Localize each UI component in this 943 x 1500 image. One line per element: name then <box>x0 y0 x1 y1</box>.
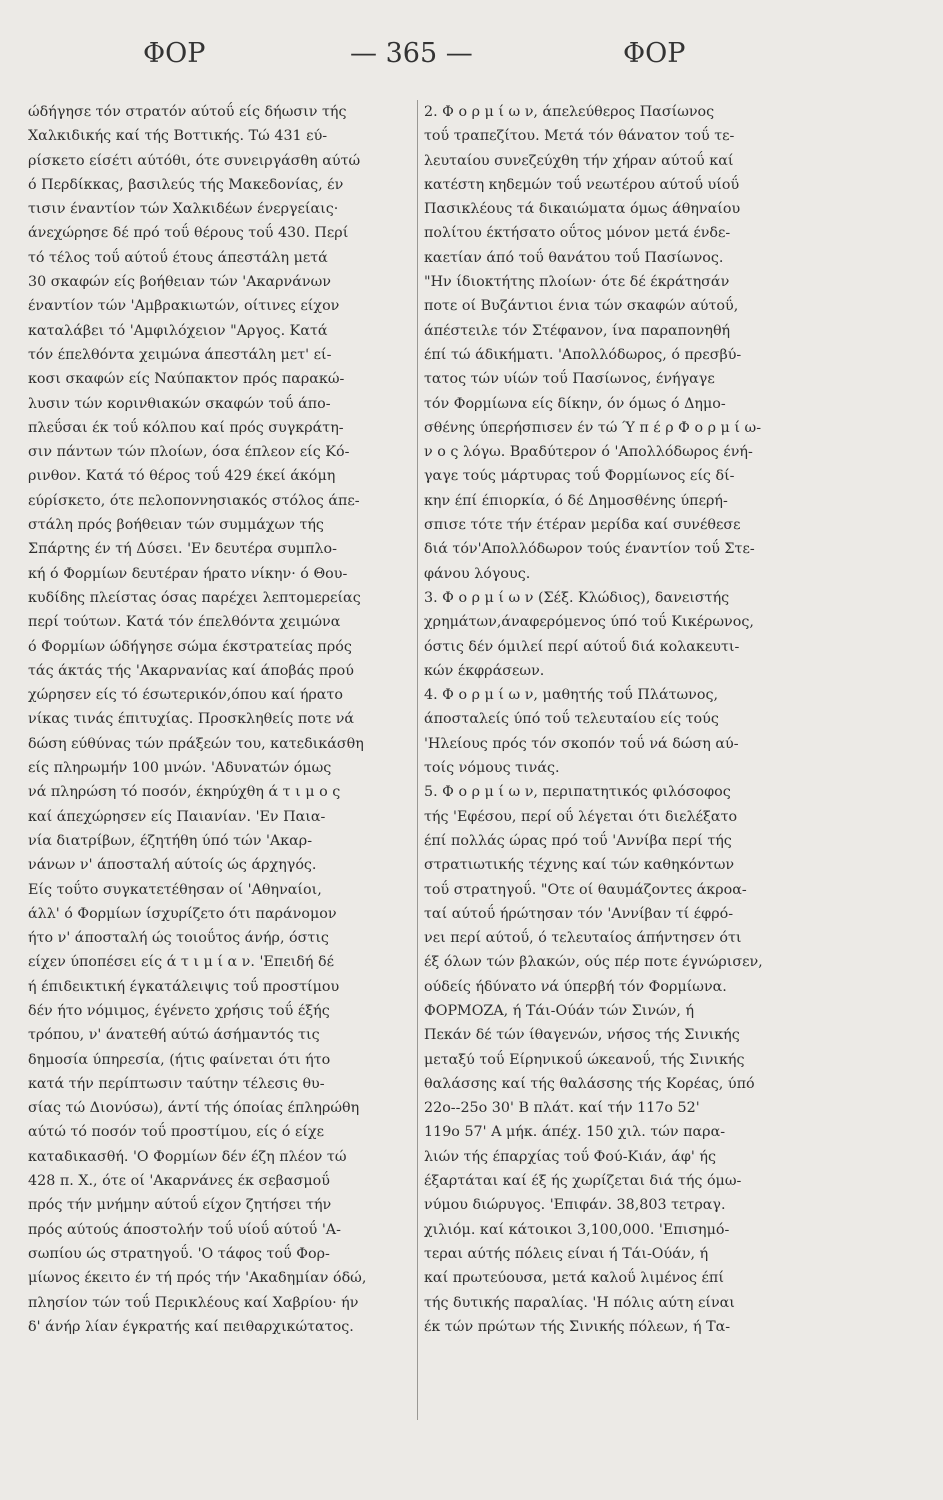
text-line: στρατιωτικής τέχνης καί τών καθηκόντων <box>424 857 735 874</box>
text-line: ποτε οί Βυζάντιοι ένια τών σκαφών αύτοΰ, <box>424 298 739 315</box>
text-line: μίωνος έκειτο έν τή πρός τήν 'Ακαδημίαν όδώ, <box>28 1270 367 1287</box>
text-line: καταδικασθή. 'Ο Φορμίων δέν έζη πλέον τώ <box>28 1148 347 1165</box>
text-line: εύρίσκετο, ότε πελοποννησιακός στόλος άπε- <box>28 492 360 509</box>
text-line: χρημάτων,άναφερόμενος ύπό τοΰ Κικέρωνος, <box>424 614 754 631</box>
text-line: έπί τώ άδικήματι. 'Απολλόδωρος, ό πρεσβύ- <box>424 346 742 363</box>
text-line: Χαλκιδικής καί τής Βοττικής. Τώ 431 εύ- <box>28 128 328 145</box>
text-line: 3. Φ ο ρ μ ί ω ν (Σέξ. Κλώδιος), δανειστής <box>424 589 730 606</box>
text-line: κατέστη κηδεμών τοΰ νεωτέρου αύτοΰ υίοΰ <box>424 176 740 193</box>
text-line: νύμου διώρυγος. 'Επιφάν. 38,803 τετραγ. <box>424 1197 726 1214</box>
text-line: νει περί αύτοΰ, ό τελευταίος άπήντησεν ότι <box>424 930 742 947</box>
column-divider <box>417 100 418 1420</box>
text-line: άνεχώρησε δέ πρό τοΰ θέρους τοΰ 430. Περί <box>28 225 349 242</box>
text-line: Πασικλέους τά δικαιώματα όμως άθηναίου <box>424 201 741 218</box>
text-line: ή έπιδεικτική έγκατάλειψις τοΰ προστίμου <box>28 978 340 995</box>
page-header <box>0 38 943 78</box>
text-line: έπί πολλάς ώρας πρό τοΰ 'Αννίβα περί τής <box>424 832 732 849</box>
text-line: θαλάσσης καί τής θαλάσσης τής Κορέας, ύπό <box>424 1075 755 1092</box>
text-line: Είς τοΰτο συγκατετέθησαν οί 'Αθηναίοι, <box>28 881 322 898</box>
text-line: στάλη πρός βοήθειαν τών συμμάχων τής <box>28 517 324 534</box>
text-line: λιών τής έπαρχίας τοΰ Φού-Κιάν, άφ' ής <box>424 1148 716 1165</box>
text-line: τοΰ τραπεζίτου. Μετά τόν θάνατον τοΰ τε- <box>424 128 735 145</box>
text-line: σθένης ύπερήσπισεν έν τώ Ύ π έ ρ Φ ο ρ μ ί ω- <box>424 419 762 436</box>
text-line: δ' άνήρ λίαν έγκρατής καί πειθαρχικώτατος. <box>28 1318 354 1335</box>
text-line: νάνων ν' άποσταλή αύτοίς ώς άρχηγός. <box>28 857 317 874</box>
text-line: ΦΟΡΜΟΖΑ, ή Τάι-Ούάν τών Σινών, ή <box>424 1002 695 1019</box>
text-line: 'Ηλείους πρός τόν σκοπόν τοΰ νά δώση αύ- <box>424 735 739 752</box>
text-line: κην έπί έπιορκία, ό δέ Δημοσθένης ύπερή- <box>424 492 728 509</box>
text-line: 30 σκαφών είς βοήθειαν τών 'Ακαρνάνων <box>28 274 331 291</box>
text-line: σωπίου ώς στρατηγοΰ. 'Ο τάφος τοΰ Φορ- <box>28 1245 330 1262</box>
text-line: γαγε τούς μάρτυρας τοΰ Φορμίωνος είς δί- <box>424 468 735 485</box>
right-text-column <box>424 100 819 1339</box>
left-text-column <box>28 100 413 1339</box>
text-line: καί άπεχώρησεν είς Παιανίαν. 'Εν Παια- <box>28 808 326 825</box>
text-line: πλεΰσαι έκ τοΰ κόλπου καί πρός συγκράτη- <box>28 419 344 436</box>
text-line: πλησίον τών τοΰ Περικλέους καί Χαβρίου· ήν <box>28 1294 359 1311</box>
text-line: τεραι αύτής πόλεις είναι ή Τάι-Ούάν, ή <box>424 1245 709 1262</box>
text-line: άπέστειλε τόν Στέφανον, ίνα παραπονηθή <box>424 322 731 339</box>
text-line: έκ τών πρώτων τής Σινικής πόλεων, ή Τα- <box>424 1318 731 1335</box>
text-line: τοίς νόμους τινάς. <box>424 760 560 777</box>
text-line: κοσι σκαφών είς Ναύπακτον πρός παρακώ- <box>28 371 345 388</box>
text-line: "Ην ίδιοκτήτης πλοίων· ότε δέ έκράτησάν <box>424 274 730 291</box>
text-line: έναντίον τών 'Αμβρακιωτών, οίτινες είχον <box>28 298 340 315</box>
text-line: λευταίου συνεζεύχθη τήν χήραν αύτοΰ καί <box>424 152 734 169</box>
text-line: καταλάβει τό 'Αμφιλόχειον "Αργος. Κατά <box>28 322 328 339</box>
text-line: ήτο ν' άποσταλή ώς τοιοΰτος άνήρ, όστις <box>28 930 329 947</box>
text-line: ό Φορμίων ώδήγησε σώμα έκστρατείας πρός <box>28 638 352 655</box>
text-line: φάνου λόγους. <box>424 565 531 582</box>
text-line: τόν έπελθόντα χειμώνα άπεστάλη μετ' εί- <box>28 346 332 363</box>
text-line: τατος τών υίών τοΰ Πασίωνος, ένήγαγε <box>424 371 715 388</box>
text-line: έξαρτάται καί έξ ής χωρίζεται διά τής όμω- <box>424 1173 742 1190</box>
text-line: είς πληρωμήν 100 μνών. 'Αδυνατών όμως <box>28 760 332 777</box>
text-line: σίας τώ Διονύσω), άντί τής όποίας έπληρώθη <box>28 1100 360 1117</box>
text-line: 2. Φ ο ρ μ ί ω ν, άπελεύθερος Πασίωνος <box>424 104 715 120</box>
text-line: δέν ήτο νόμιμος, έγένετο χρήσις τοΰ έξής <box>28 1002 330 1019</box>
text-line: κή ό Φορμίων δευτέραν ήρατο νίκην· ό Θου- <box>28 565 348 582</box>
text-line: ό Περδίκκας, βασιλεύς τής Μακεδονίας, έν <box>28 176 344 193</box>
page-number: — 365 — <box>350 38 473 69</box>
text-line: δώση εύθύνας τών πράξεών του, κατεδικάσθη <box>28 735 364 752</box>
text-line: νίκας τινάς έπιτυχίας. Προσκληθείς ποτε νά <box>28 711 355 728</box>
text-line: είχεν ύποπέσει είς ά τ ι μ ί α ν. 'Επειδή δέ <box>28 954 334 971</box>
text-line: αύτώ τό ποσόν τοΰ προστίμου, είς ό είχε <box>28 1124 325 1141</box>
text-line: σπισε τότε τήν έτέραν μερίδα καί συνέθεσε <box>424 517 741 534</box>
text-line: πολίτου έκτήσατο οΰτος μόνον μετά ένδε- <box>424 225 731 242</box>
text-line: χώρησεν είς τό έσωτερικόν,όπου καί ήρατο <box>28 687 343 704</box>
text-line: Πεκάν δέ τών ίθαγενών, νήσος τής Σινικής <box>424 1027 740 1044</box>
text-line: διά τόν'Απολλόδωρον τούς έναντίον τοΰ Στε- <box>424 541 755 558</box>
text-line: τισιν έναντίον τών Χαλκιδέων ένεργείαις· <box>28 201 339 218</box>
text-line: ν ο ς λόγω. Βραδύτερον ό 'Απολλόδωρος ένή- <box>424 444 753 461</box>
text-line: όστις δέν όμιλεί περί αύτοΰ διά κολακευτι- <box>424 638 740 655</box>
text-line: περί τούτων. Κατά τόν έπελθόντα χειμώνα <box>28 614 341 631</box>
text-line: 5. Φ ο ρ μ ί ω ν, περιπατητικός φιλόσοφος <box>424 784 731 801</box>
text-line: ούδείς ήδύνατο νά ύπερβή τόν Φορμίωνα. <box>424 978 727 995</box>
text-line: μεταξύ τοΰ Είρηνικοΰ ώκεανοΰ, τής Σινικής <box>424 1051 745 1068</box>
text-line: σιν πάντων τών πλοίων, όσα έπλεον είς Κό- <box>28 444 350 461</box>
text-line: τοΰ στρατηγοΰ. "Οτε οί θαυμάζοντες άκροα- <box>424 881 747 898</box>
text-line: 4. Φ ο ρ μ ί ω ν, μαθητής τοΰ Πλάτωνος, <box>424 687 719 704</box>
text-line: κατά τήν περίπτωσιν ταύτην τέλεσις θυ- <box>28 1075 325 1092</box>
text-line: τής δυτικής παραλίας. 'Η πόλις αύτη είναι <box>424 1294 735 1311</box>
text-line: άλλ' ό Φορμίων ίσχυρίζετο ότι παράνομον <box>28 905 337 922</box>
text-line: τάς άκτάς τής 'Ακαρνανίας καί άποβάς πρού <box>28 662 354 679</box>
text-line: λυσιν τών κορινθιακών σκαφών τοΰ άπο- <box>28 395 331 412</box>
text-line: καετίαν άπό τοΰ θανάτου τοΰ Πασίωνος. <box>424 249 724 266</box>
text-line: ρινθον. Κατά τό θέρος τοΰ 429 έκεί άκόμη <box>28 468 336 485</box>
text-line: κυδίδης πλείστας όσας παρέχει λεπτομερείας <box>28 589 361 606</box>
text-line: ταί αύτοΰ ήρώτησαν τόν 'Αννίβαν τί έφρό- <box>424 905 734 922</box>
text-line: πρός αύτούς άποστολήν τοΰ υίοΰ αύτοΰ 'Α- <box>28 1221 341 1238</box>
text-line: καί πρωτεύουσα, μετά καλοΰ λιμένος έπί <box>424 1270 724 1287</box>
text-line: τόν Φορμίωνα είς δίκην, όν όμως ό Δημο- <box>424 395 726 412</box>
text-line: νά πληρώση τό ποσόν, έκηρύχθη ά τ ι μ ο ς <box>28 784 341 801</box>
header-left-title: ΦΟΡ <box>143 38 206 69</box>
text-line: 428 π. Χ., ότε οί 'Ακαρνάνες έκ σεβασμοΰ <box>28 1173 330 1190</box>
text-line: τρόπου, ν' άνατεθή αύτώ άσήμαντός τις <box>28 1027 320 1044</box>
text-line: κών έκφράσεων. <box>424 662 545 679</box>
text-line: ρίσκετο είσέτι αύτόθι, ότε συνειργάσθη αύτώ <box>28 152 361 169</box>
text-line: 119ο 57' Α μήκ. άπέχ. 150 χιλ. τών παρα- <box>424 1124 726 1141</box>
text-line: ώδήγησε τόν στρατόν αύτοΰ είς δήωσιν τής <box>28 104 347 120</box>
text-line: έξ όλων τών βλακών, ούς πέρ ποτε έγνώρισεν, <box>424 954 763 971</box>
text-line: 22ο--25ο 30' Β πλάτ. καί τήν 117ο 52' <box>424 1100 700 1117</box>
text-line: Σπάρτης έν τή Δύσει. 'Εν δευτέρα συμπλο- <box>28 541 337 558</box>
text-line: τής 'Εφέσου, περί οΰ λέγεται ότι διελέξατο <box>424 808 738 825</box>
text-line: δημοσία ύπηρεσία, (ήτις φαίνεται ότι ήτο <box>28 1051 331 1068</box>
text-line: τό τέλος τοΰ αύτοΰ έτους άπεστάλη μετά <box>28 249 328 266</box>
text-line: νία διατρίβων, έζητήθη ύπό τών 'Ακαρ- <box>28 832 313 849</box>
header-right-title: ΦΟΡ <box>623 38 686 69</box>
text-line: χιλιόμ. καί κάτοικοι 3,100,000. 'Επισημό- <box>424 1221 730 1238</box>
text-line: άποσταλείς ύπό τοΰ τελευταίου είς τούς <box>424 711 719 728</box>
text-line: πρός τήν μνήμην αύτοΰ είχον ζητήσει τήν <box>28 1197 332 1214</box>
